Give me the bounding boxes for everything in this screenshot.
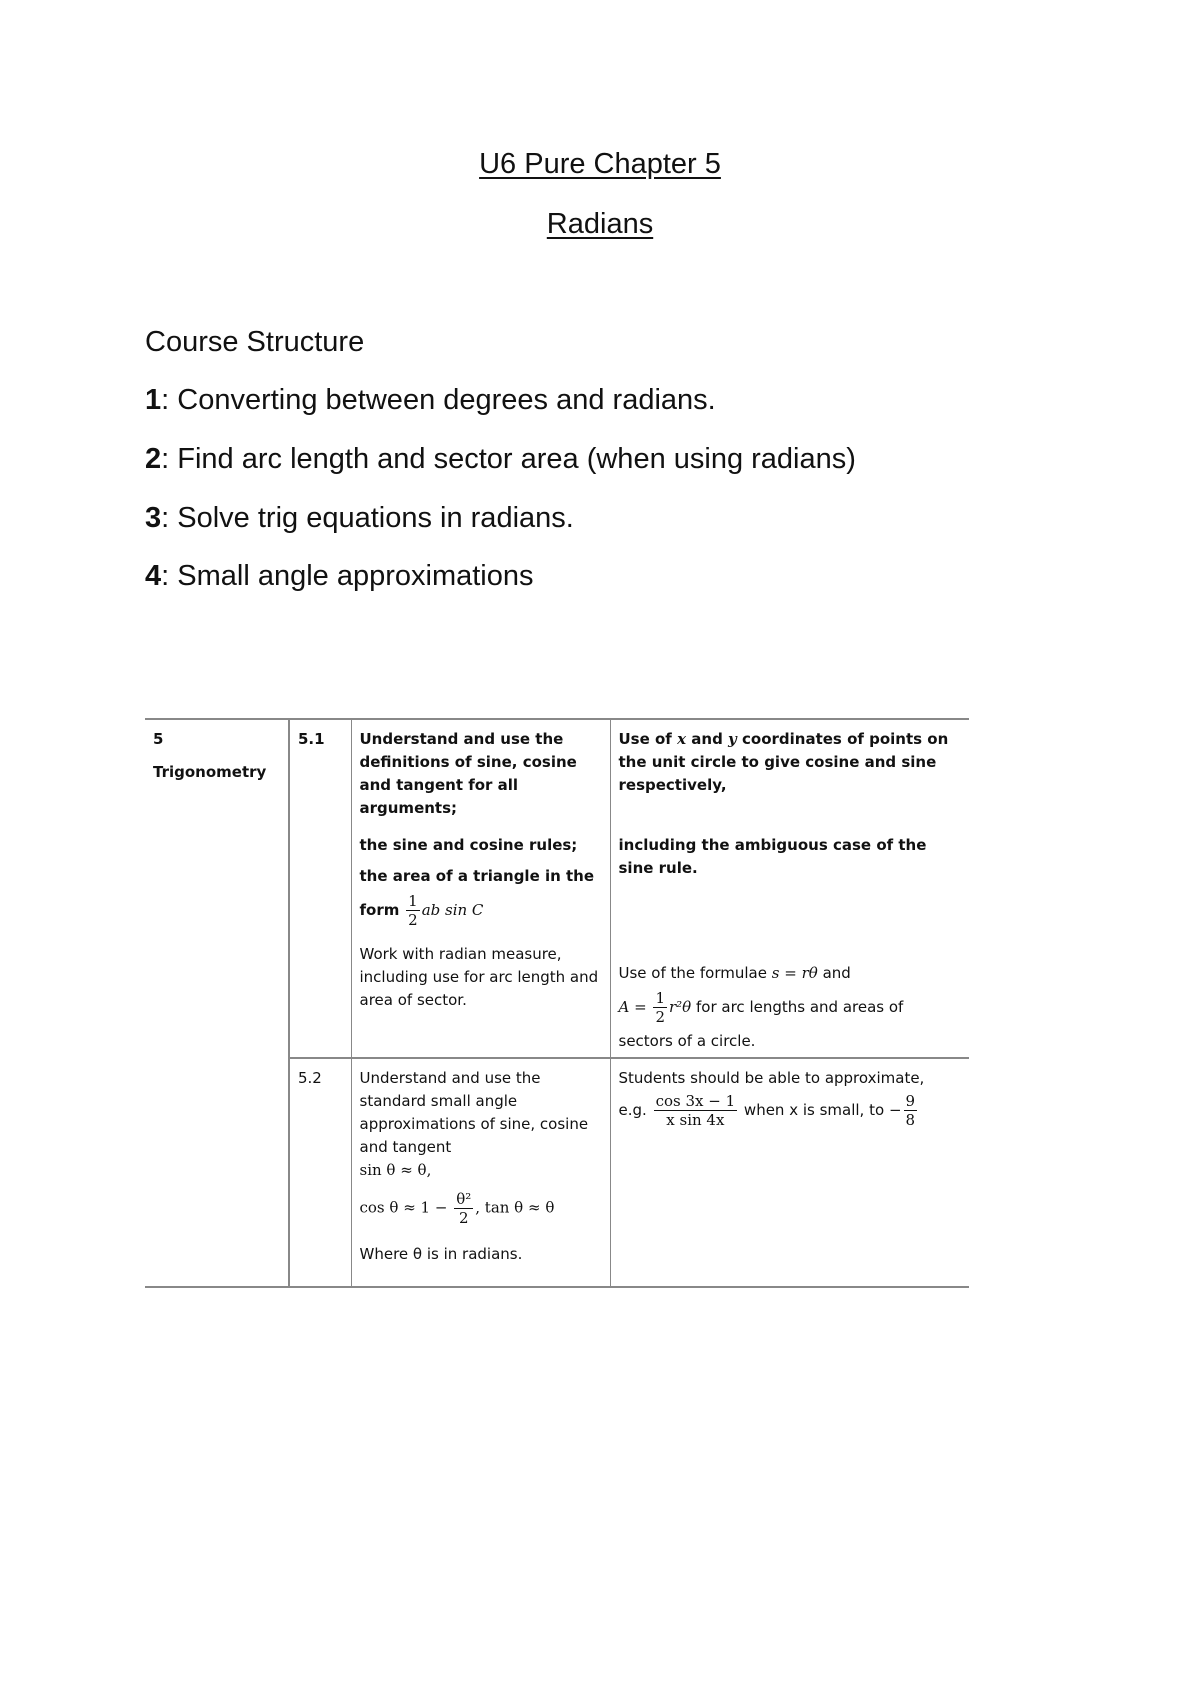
content-text: Where θ is in radians. <box>359 1245 523 1263</box>
objective-3 <box>145 502 574 535</box>
content-text: Understand and use the definitions of sine, cosine and tangent for all arguments; <box>359 730 577 817</box>
objective-2 <box>145 443 856 476</box>
content-text: Understand and use the standard small angle approximations of sine, cosine and tangent <box>359 1069 589 1156</box>
guidance-text: Use of x and y coordinates of points on the unit circle to give cosine and sine respectively, <box>618 730 949 794</box>
content-text: Work with radian measure, including use for arc length and area of sector. <box>359 945 599 1009</box>
objective-number: 3 <box>145 502 162 534</box>
course-structure-heading: Course Structure <box>145 326 365 358</box>
guidance-text: Use of the formulae s = rθ and <box>618 964 851 982</box>
ref-cell: 5.1 <box>289 719 351 1058</box>
objective-text: : Small angle approximations <box>161 560 534 592</box>
objective-text: : Find arc length and sector area (when using radians) <box>161 443 856 475</box>
guidance-cell <box>610 719 969 1058</box>
sin-approximation: sin θ ≈ θ, <box>359 1161 432 1179</box>
half-fraction: $\frac{1}{2}$ <box>408 892 418 929</box>
sector-area-formula: A = $\frac{1}{2}$ r²θ for arc lengths and areas of <box>618 989 904 1026</box>
objective-number: 2 <box>145 443 162 475</box>
specification-table <box>145 718 969 1288</box>
objective-number: 4 <box>145 560 162 592</box>
ref-cell: 5.2 <box>289 1058 351 1287</box>
objective-4 <box>145 560 534 593</box>
topic-name: Trigonometry <box>153 763 267 781</box>
content-text: the area of a triangle in the <box>359 867 595 885</box>
objective-1 <box>145 384 716 417</box>
guidance-text: sectors of a circle. <box>618 1032 756 1050</box>
content-text: the sine and cosine rules; <box>359 836 578 854</box>
guidance-text: including the ambiguous case of the sine rule. <box>618 836 927 877</box>
guidance-cell <box>610 1058 969 1287</box>
document-title: U6 Pure Chapter 5 <box>479 148 721 180</box>
content-text: form <box>359 901 400 919</box>
objective-number: 1 <box>145 384 162 416</box>
table-row <box>145 719 969 1058</box>
guidance-text: Students should be able to approximate, <box>618 1069 925 1087</box>
content-cell <box>351 719 610 1058</box>
objective-text: : Solve trig equations in radians. <box>161 502 574 534</box>
content-cell <box>351 1058 610 1287</box>
example-expression: e.g. $\frac{\cos 3x - 1}{\text{x sin 4x}}$ when x is small, to − $\frac{9}{8}$ <box>618 1092 916 1129</box>
objective-text: : Converting between degrees and radians. <box>161 384 716 416</box>
triangle-area-expression: ab sin C <box>421 901 484 919</box>
topic-number: 5 <box>153 730 164 748</box>
cos-tan-approximation: cos θ ≈ 1 − $\frac{\text{θ²}}{2}$ , tan θ ≈ θ <box>359 1190 555 1227</box>
document-subtitle: Radians <box>546 208 654 240</box>
topic-cell <box>145 719 289 1287</box>
